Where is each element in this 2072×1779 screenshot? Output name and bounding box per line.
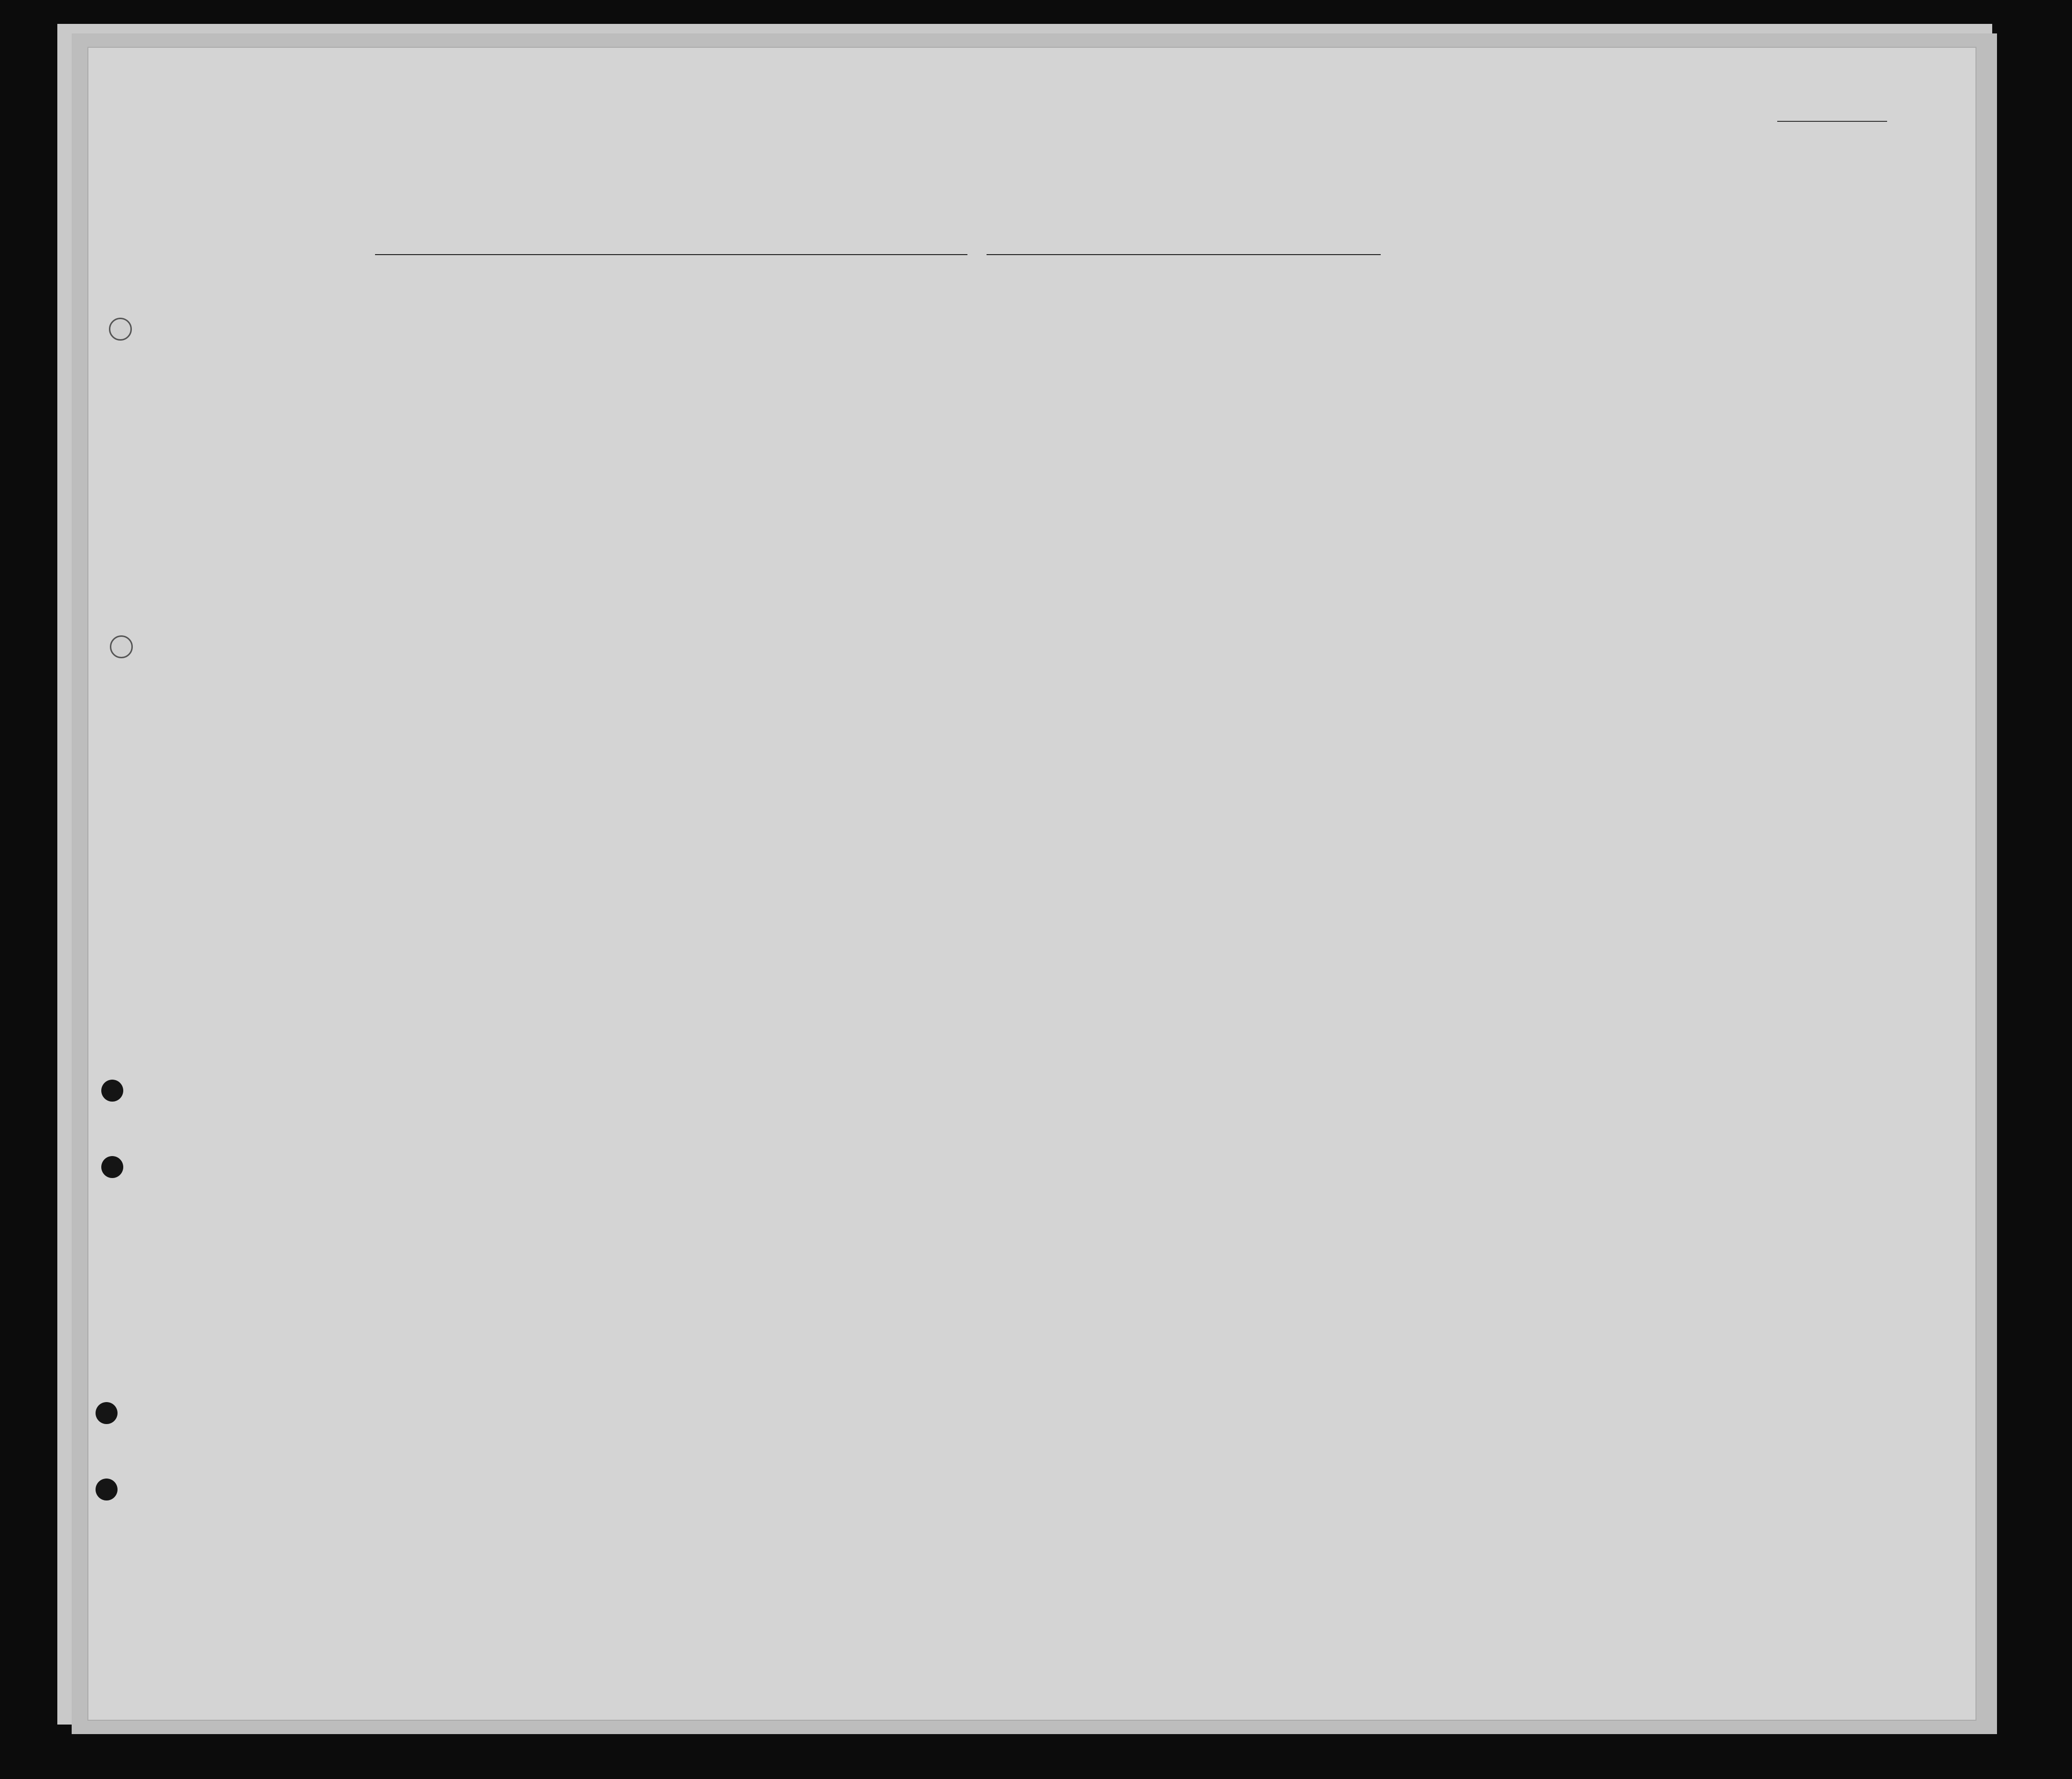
binder-hole [96, 1402, 118, 1424]
binder-hole [109, 318, 132, 341]
manifest-table [88, 48, 1975, 1720]
binder-hole [101, 1080, 123, 1102]
binder-hole [101, 1156, 123, 1178]
binder-hole [96, 1479, 118, 1500]
binder-hole [110, 635, 133, 658]
manifest-sheet [88, 48, 1975, 1720]
